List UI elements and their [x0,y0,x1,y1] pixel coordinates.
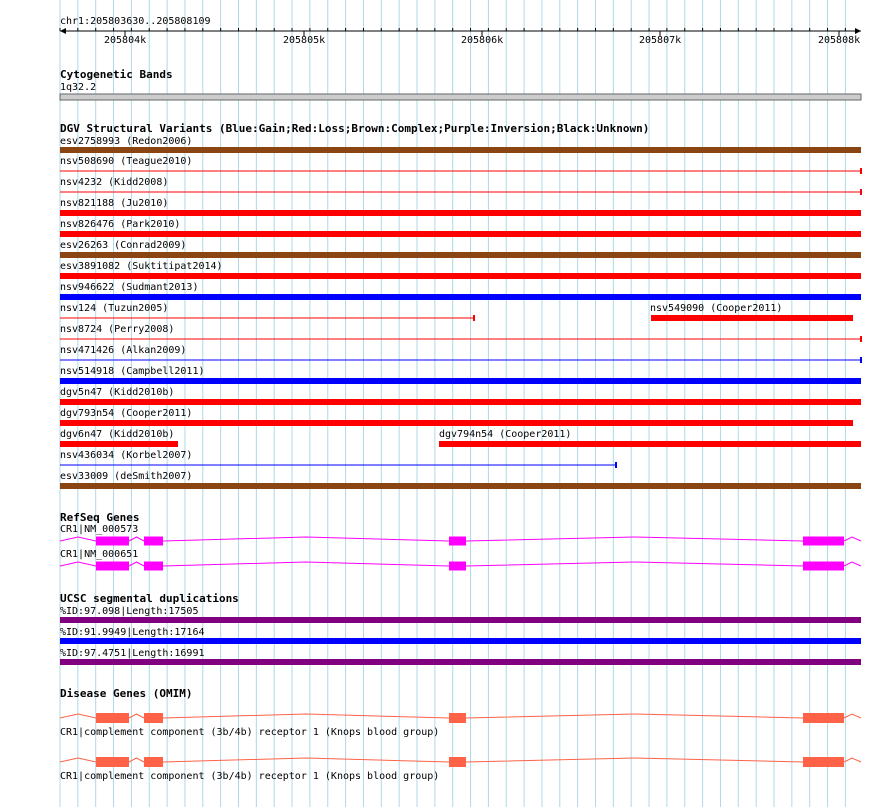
dgv-variant-label: nsv436034 (Korbel2007) [60,450,193,461]
omim-intron [466,714,803,718]
dgv-variant-label: esv33009 (deSmith2007) [60,471,193,482]
omim-intron [163,758,449,762]
segdup-label: %ID:97.4751|Length:16991 [60,648,205,659]
ruler-tick-label: 205807k [639,35,682,46]
omim-exon[interactable] [449,757,466,767]
omim-intron [466,758,803,762]
ruler-tick-label: 205808k [818,35,861,46]
omim-intron [163,714,449,718]
location-label: chr1:205803630..205808109 [60,16,211,27]
omim-exon[interactable] [449,713,466,723]
dgv-variant-label: nsv8724 (Perry2008) [60,324,175,335]
omim-intron [844,714,861,718]
dgv-variant-label: nsv124 (Tuzun2005) [60,303,169,314]
omim-exon[interactable] [144,757,163,767]
dgv-variant-label: nsv821188 (Ju2010) [60,198,169,209]
ruler-tick-label: 205805k [283,35,326,46]
omim-exon[interactable] [803,757,844,767]
track-title-refseq-genes: RefSeq Genes [60,511,140,524]
omim-gene-label: CR1|complement component (3b/4b) receptor 1 (Knops blood group) [60,727,440,738]
track-title-segmental-duplications: UCSC segmental duplications [60,592,239,605]
omim-gene-label: CR1|complement component (3b/4b) receptor 1 (Knops blood group) [60,771,440,782]
dgv-variant-label: nsv4232 (Kidd2008) [60,177,169,188]
dgv-variant-label: nsv508690 (Teague2010) [60,156,193,167]
omim-exon[interactable] [803,713,844,723]
segdup-label: %ID:91.9949|Length:17164 [60,627,205,638]
omim-exon[interactable] [96,757,129,767]
dgv-variant-label: dgv793n54 (Cooper2011) [60,408,193,419]
dgv-variant-label: dgv6n47 (Kidd2010b) [60,429,175,440]
omim-intron [60,758,96,762]
omim-exon[interactable] [144,713,163,723]
cytoband-label: 1q32.2 [60,82,97,93]
omim-intron [60,714,96,718]
dgv-variant-label: esv3891082 (Suktitipat2014) [60,261,223,272]
refseq-transcript-label: CR1|NM_000573 [60,524,139,535]
ruler-tick-label: 205804k [104,35,147,46]
omim-intron [129,758,144,762]
dgv-variant-label: dgv794n54 (Cooper2011) [439,429,572,440]
dgv-variant-label: nsv471426 (Alkan2009) [60,345,187,356]
dgv-variant-label: nsv549090 (Cooper2011) [650,303,783,314]
track-title-dgv: DGV Structural Variants (Blue:Gain;Red:Loss;Brown:Complex;Purple:Inversion;Black:Unknown) [60,122,650,135]
dgv-variant-label: dgv5n47 (Kidd2010b) [60,387,175,398]
segdup-label: %ID:97.098|Length:17505 [60,606,199,617]
omim-intron [844,758,861,762]
track-title-cytogenetic-bands: Cytogenetic Bands [60,68,173,81]
dgv-variant-label: nsv826476 (Park2010) [60,219,181,230]
omim-exon[interactable] [96,713,129,723]
dgv-variant-label: nsv514918 (Campbell2011) [60,366,205,377]
dgv-variant-label: esv2758993 (Redon2006) [60,136,193,147]
ruler-tick-label: 205806k [461,35,504,46]
dgv-variant-label: nsv946622 (Sudmant2013) [60,282,199,293]
dgv-variant-label: esv26263 (Conrad2009) [60,240,187,251]
track-title-disease-genes-omim: Disease Genes (OMIM) [60,687,193,700]
refseq-transcript-label: CR1|NM_000651 [60,549,139,560]
omim-intron [129,714,144,718]
